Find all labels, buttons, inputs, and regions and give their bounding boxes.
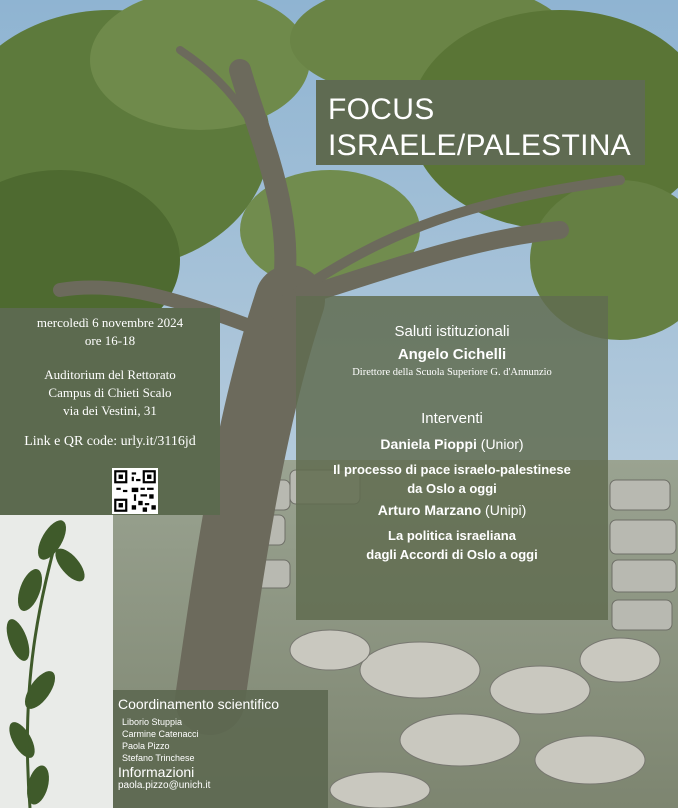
venue-campus: Campus di Chieti Scalo bbox=[48, 385, 172, 400]
program-panel bbox=[296, 296, 608, 620]
greetings-heading: Saluti istituzionali bbox=[394, 323, 510, 340]
title-line-1: FOCUS bbox=[328, 93, 435, 126]
event-time: ore 16-18 bbox=[84, 333, 136, 348]
event-date: mercoledì 6 novembre 2024 bbox=[36, 315, 184, 330]
venue-name: Auditorium del Rettorato bbox=[44, 367, 176, 382]
speaker-1 bbox=[296, 436, 608, 452]
event-info-panel bbox=[0, 308, 220, 515]
talk-1-title-line-2: da Oslo a oggi bbox=[407, 481, 497, 496]
speaker-2 bbox=[296, 502, 608, 518]
event-title-panel bbox=[316, 80, 645, 165]
coordinator-name: Paola Pizzo bbox=[122, 741, 170, 751]
venue-address: via dei Vestini, 31 bbox=[63, 403, 157, 418]
coordinator-name: Carmine Catenacci bbox=[122, 729, 199, 739]
registration-link[interactable]: Link e QR code: urly.it/3116jd bbox=[24, 434, 196, 449]
greetings-role: Direttore della Scuola Superiore G. d'Annunzio bbox=[352, 367, 552, 378]
title-line-2: ISRAELE/PALESTINA bbox=[328, 129, 631, 162]
speaker-2-affiliation: (Unipi) bbox=[485, 502, 527, 518]
talks-heading: Interventi bbox=[421, 410, 483, 427]
qr-code-icon[interactable] bbox=[112, 468, 158, 514]
speaker-1-affiliation: (Unior) bbox=[480, 436, 524, 452]
talk-1-title-line-1: Il processo di pace israelo-palestinese bbox=[333, 462, 571, 477]
speaker-2-name: Arturo Marzano bbox=[377, 502, 482, 518]
coordinator-name: Stefano Trinchese bbox=[122, 753, 195, 763]
speaker-1-name: Daniela Pioppi bbox=[380, 436, 477, 452]
contact-email[interactable]: paola.pizzo@unich.it bbox=[118, 780, 211, 791]
coordination-heading: Coordinamento scientifico bbox=[118, 696, 280, 712]
greetings-speaker: Angelo Cichelli bbox=[397, 346, 507, 363]
talk-2-title-line-1: La politica israeliana bbox=[388, 528, 516, 543]
coordinator-name: Liborio Stuppia bbox=[122, 717, 183, 727]
coordination-panel bbox=[113, 690, 328, 808]
info-heading: Informazioni bbox=[118, 764, 195, 780]
talk-2-title-line-2: dagli Accordi di Oslo a oggi bbox=[366, 547, 538, 562]
